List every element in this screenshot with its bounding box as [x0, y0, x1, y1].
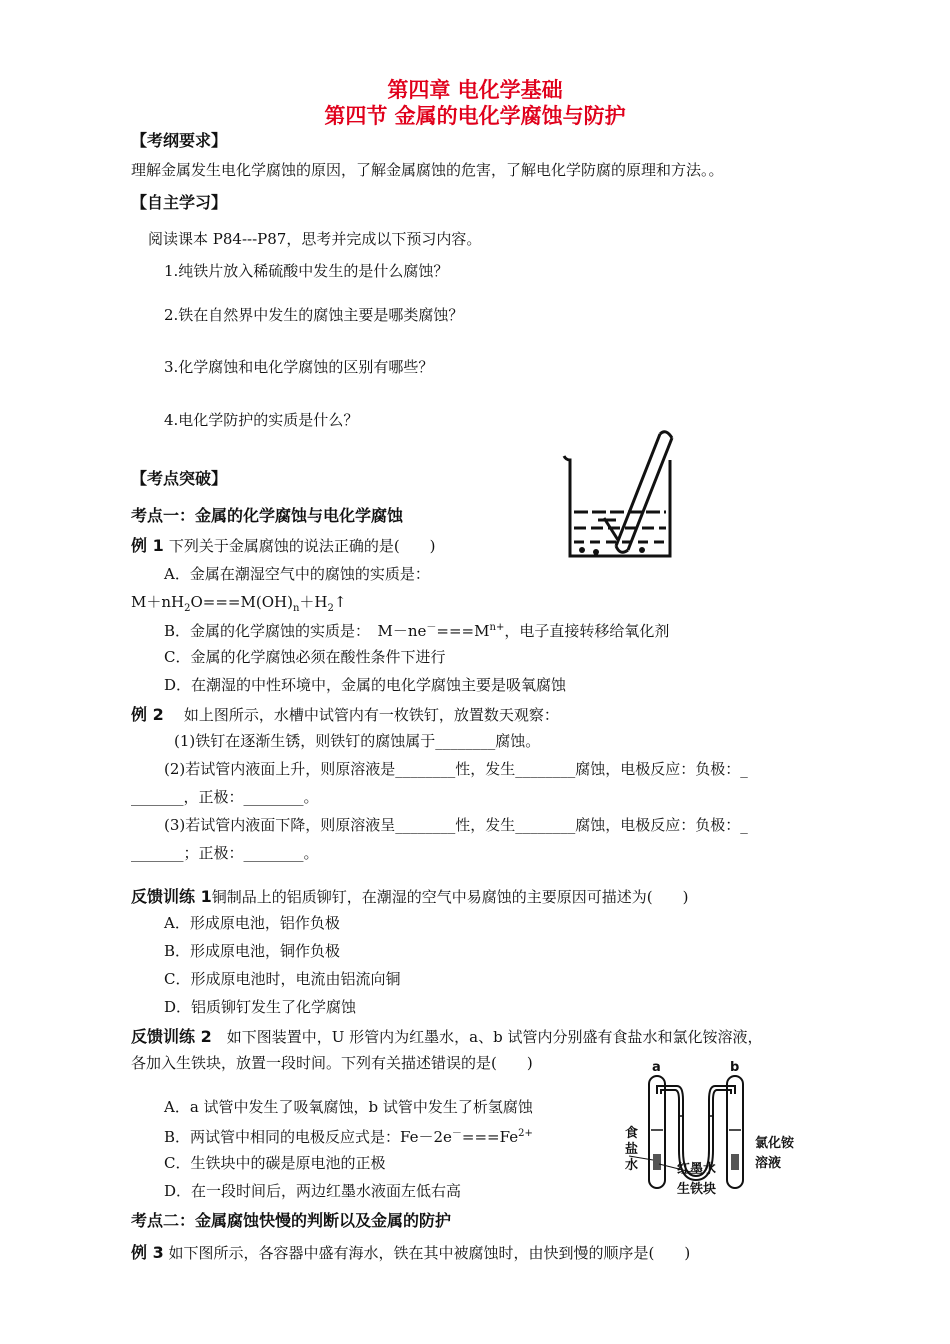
ammonium-chloride-label-1: 氯化铵 — [755, 1136, 795, 1151]
self-study-intro: 阅读课本 P84---P87，思考并完成以下预习内容。 — [148, 230, 482, 248]
example-2-part-2b: _______，正极：________。 — [131, 788, 319, 806]
feedback-2-option-b: B．两试管中相同的电极反应式是：$Fe-2e^-===Fe^{2+}$ — [164, 1128, 533, 1146]
tube-a-label: a — [652, 1060, 661, 1075]
key-point-2: 考点二：金属腐蚀快慢的判断以及金属的防护 — [131, 1211, 452, 1230]
salt-water-label-3: 水 — [625, 1158, 639, 1173]
section-title: 第四节 金属的电化学腐蚀与防护 — [324, 104, 626, 128]
red-ink-label: 红墨水 — [677, 1162, 717, 1177]
example-2-stem: 如上图所示，水槽中试管内有一枚铁钉，放置数天观察： — [168, 706, 559, 724]
u-tube-figure — [615, 1060, 805, 1200]
example-3 — [131, 1240, 690, 1263]
self-question-1: 1.纯铁片放入稀硫酸中发生的是什么腐蚀？ — [164, 262, 449, 280]
example-2-part-1: (1)铁钉在逐渐生锈，则铁钉的腐蚀属于________腐蚀。 — [174, 732, 541, 750]
example-2-label: 例 2 — [131, 705, 164, 724]
feedback-2-stem-line-2: 各加入生铁块，放置一段时间。下列有关描述错误的是( ) — [131, 1054, 533, 1072]
beaker-test-tube-figure — [560, 428, 690, 564]
feedback-2 — [131, 1024, 762, 1047]
pig-iron-label: 生铁块 — [677, 1182, 717, 1197]
example-2 — [131, 702, 559, 725]
ammonium-chloride-label-2: 溶液 — [755, 1156, 782, 1171]
self-question-2: 2.铁在自然界中发生的腐蚀主要是哪类腐蚀？ — [164, 306, 464, 324]
example-1 — [131, 533, 436, 556]
example-1-label: 例 1 — [131, 536, 164, 555]
key-points-heading: 【考点突破】 — [131, 469, 228, 488]
feedback-1-option-a: A．形成原电池，铝作负极 — [164, 914, 340, 932]
self-study-heading: 【自主学习】 — [131, 193, 228, 212]
feedback-1-label: 反馈训练 1 — [131, 887, 212, 906]
key-point-1: 考点一：金属的化学腐蚀与电化学腐蚀 — [131, 506, 404, 525]
feedback-2-option-d: D．在一段时间后，两边红墨水液面左低右高 — [164, 1182, 462, 1200]
feedback-1-option-d: D．铝质铆钉发生了化学腐蚀 — [164, 998, 357, 1016]
feedback-1-stem: 铜制品上的铝质铆钉，在潮湿的空气中易腐蚀的主要原因可描述为( ) — [211, 888, 689, 906]
example-2-part-3a: (3)若试管内液面下降，则原溶液呈________性，发生________腐蚀，电极反应：负极：_ — [164, 816, 748, 834]
salt-water-label-2: 盐 — [625, 1142, 639, 1157]
example-1-option-d: D．在潮湿的中性环境中，金属的电化学腐蚀主要是吸氧腐蚀 — [164, 676, 567, 694]
example-1-option-a: A．金属在潮湿空气中的腐蚀的实质是： — [164, 565, 430, 583]
outline-heading: 【考纲要求】 — [131, 131, 228, 150]
feedback-2-option-c: C．生铁块中的碳是原电池的正极 — [164, 1154, 386, 1172]
example-1-option-b: B．金属的化学腐蚀的实质是： $M-ne^-===M^{n+}$，电子直接转移给氧化剂 — [164, 622, 670, 640]
feedback-1 — [131, 884, 688, 907]
tube-b-label: b — [730, 1060, 740, 1075]
example-1-option-c: C．金属的化学腐蚀必须在酸性条件下进行 — [164, 648, 446, 666]
example-1-equation: $M+nH_2O===M(OH)_n+H_2↑$ — [131, 593, 347, 614]
feedback-1-option-c: C．形成原电池时，电流由铝流向铜 — [164, 970, 401, 988]
chapter-title: 第四章 电化学基础 — [387, 78, 563, 102]
example-3-stem: 如下图所示，各容器中盛有海水，铁在其中被腐蚀时，由快到慢的顺序是( ) — [163, 1244, 691, 1262]
feedback-1-option-b: B．形成原电池，铜作负极 — [164, 942, 341, 960]
feedback-2-label: 反馈训练 2 — [131, 1027, 212, 1046]
example-2-part-3b: _______；正极：________。 — [131, 844, 319, 862]
feedback-2-option-a: A．a 试管中发生了吸氧腐蚀，b 试管中发生了析氢腐蚀 — [164, 1098, 533, 1116]
example-1-stem: 下列关于金属腐蚀的说法正确的是( ) — [168, 537, 436, 555]
outline-text: 理解金属发生电化学腐蚀的原因，了解金属腐蚀的危害，了解电化学防腐的原理和方法。。 — [131, 161, 724, 179]
feedback-2-stem-line-1: 如下图装置中，U 形管内为红墨水，a、b 试管内分别盛有食盐水和氯化铵溶液， — [211, 1028, 763, 1046]
salt-water-label-1: 食 — [625, 1126, 639, 1141]
self-question-3: 3.化学腐蚀和电化学腐蚀的区别有哪些？ — [164, 358, 434, 376]
example-2-part-2a: (2)若试管内液面上升，则原溶液是________性，发生________腐蚀，电极反应：负极：_ — [164, 760, 748, 778]
example-3-label: 例 3 — [131, 1243, 164, 1262]
self-question-4: 4.电化学防护的实质是什么？ — [164, 411, 359, 429]
